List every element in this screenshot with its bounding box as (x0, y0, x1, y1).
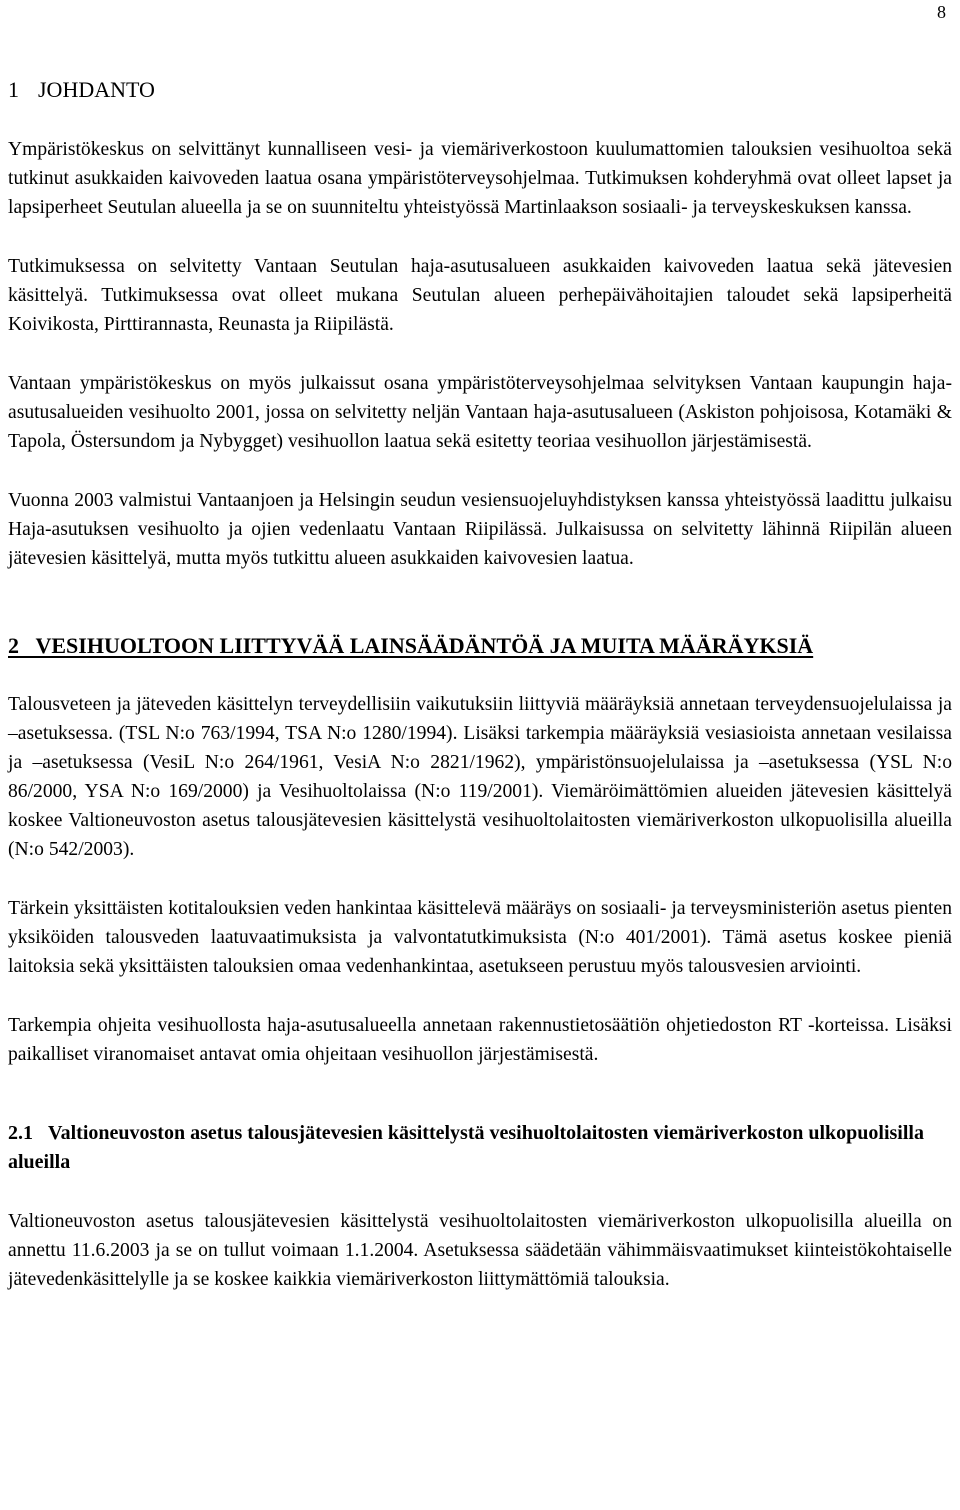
section-2-paragraph: Tärkein yksittäisten kotitalouksien veden hankintaa käsittelevä määräys on sosiaali- ja terveysministeriön asetus pienten yksiköiden talousveden laatuvaatimuksista ja valvontatutkimuksista (N:o 401/2001). Tämä asetus koskee pieniä laitoksia sekä yksittäisten talouksien omaa vedenhankintaa, asetukseen perustuu myös talousvesien arviointi. (8, 898, 952, 977)
section-1-paragraph: Vuonna 2003 valmistui Vantaanjoen ja Helsingin seudun vesiensuojeluyhdistyksen kanssa yhteistyössä laadittu julkaisu Haja-asutuksen vesihuolto ja ojien vedenlaatu Vantaan Riipilässä. Julkaisussa on selvitetty lähinnä Riipilän alueen jätevesien käsittelyä, mutta myös tutkittu alueen asukkaiden kaivovesien laatua. (8, 490, 952, 569)
section-2-title: VESIHUOLTOON LIITTYVÄÄ LAINSÄÄDÄNTÖÄ JA MUITA MÄÄRÄYKSIÄ (35, 633, 814, 658)
section-2-1-paragraph: Valtioneuvoston asetus talousjätevesien käsittelystä vesihuoltolaitosten viemäriverkoston ulkopuolisilla alueilla on annettu 11.6.2003 ja se on tullut voimaan 1.1.2004. Asetuksessa säädetään vähimmäisvaatimukset kiinteistökohtaiselle jätevedenkäsittelylle ja se koskee kaikkia viemäriverkoston liittymättömiä talouksia. (8, 1211, 952, 1290)
document-body (8, 75, 952, 1294)
section-1-heading (8, 75, 952, 105)
section-2-paragraph: Tarkempia ohjeita vesihuollosta haja-asutusalueella annetaan rakennustietosäätiön ohjetiedoston RT -korteissa. Lisäksi paikalliset viranomaiset antavat omia ohjeitaan vesihuollon järjestämisestä. (8, 1015, 952, 1065)
section-1-number: 1 (8, 77, 19, 102)
section-2-heading (8, 631, 952, 660)
section-2-1-number: 2.1 (8, 1122, 33, 1144)
section-2-number: 2 (8, 633, 19, 658)
section-1-title: JOHDANTO (38, 77, 155, 102)
section-2-1-title: Valtioneuvoston asetus talousjätevesien käsittelystä vesihuoltolaitosten viemäriverkoston ulkopuolisilla alueilla (8, 1122, 924, 1173)
section-1-paragraph: Vantaan ympäristökeskus on myös julkaissut osana ympäristöterveysohjelmaa selvityksen Vantaan kaupungin haja-asutusalueiden vesihuolto 2001, jossa on selvitetty neljän Vantaan haja-asutusalueen (Askiston pohjoisosa, Kotamäki & Tapola, Östersundom ja Nybygget) vesihuollon laatua sekä esitetty teoriaa vesihuollon järjestämisestä. (8, 373, 952, 452)
section-1-paragraph: Ympäristökeskus on selvittänyt kunnalliseen vesi- ja viemäriverkostoon kuulumattomien talouksien vesihuoltoa sekä tutkinut asukkaiden kaivoveden laatua osana ympäristöterveysohjelmaa. Tutkimuksen kohderyhmä ovat olleet lapset ja lapsiperheet Seutulan alueella ja se on suunniteltu yhteistyössä Martinlaakson sosiaali- ja terveyskeskuksen kanssa. (8, 139, 952, 218)
section-2-paragraph: Talousveteen ja jäteveden käsittelyn terveydellisiin vaikutuksiin liittyviä määräyksiä annetaan terveydensuojelulaissa ja –asetuksessa. (TSL N:o 763/1994, TSA N:o 1280/1994). Lisäksi tarkempia määräyksiä vesiasioista annetaan vesilaissa ja –asetuksessa (VesiL N:o 264/1961, VesiA N:o 2821/1962), ympäristönsuojelulaissa ja –asetuksessa (YSL N:o 86/2000, YSA N:o 169/2000) ja Vesihuoltolaissa (N:o 119/2001). Viemäröimättömien alueiden jätevesien käsittelyä koskee Valtioneuvoston asetus talousjätevesien käsittelystä vesihuoltolaitosten viemäriverkoston ulkopuolisilla alueilla (N:o 542/2003). (8, 694, 952, 860)
section-1-paragraph: Tutkimuksessa on selvitetty Vantaan Seutulan haja-asutusalueen asukkaiden kaivoveden laatua sekä jätevesien käsittelyä. Tutkimuksessa ovat olleet mukana Seutulan alueen perhepäivähoitajien taloudet sekä lapsiperheitä Koivikosta, Pirttirannasta, Reunasta ja Riipilästä. (8, 256, 952, 335)
section-2-1-heading (8, 1119, 952, 1177)
page-number: 8 (937, 2, 946, 22)
